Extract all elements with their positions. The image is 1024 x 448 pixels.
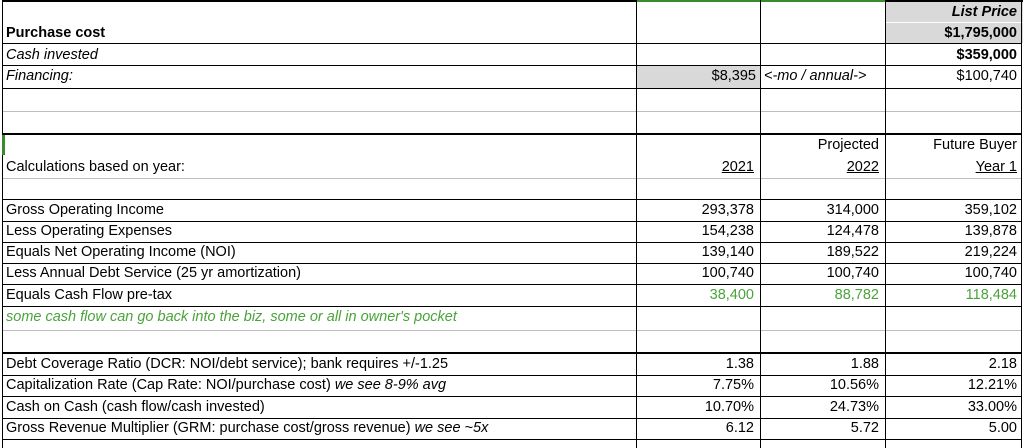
cash-flow-value[interactable]: 38,400 xyxy=(709,287,754,303)
ratio-value[interactable]: 24.73% xyxy=(829,399,879,415)
ratio-note: we see ~5x xyxy=(414,420,489,436)
income-value[interactable]: 139,878 xyxy=(964,223,1017,239)
income-value[interactable]: 100,740 xyxy=(964,265,1017,281)
ratio-value[interactable]: 5.72 xyxy=(850,420,879,436)
ratio-value[interactable]: 1.38 xyxy=(725,356,754,372)
row-column-headers xyxy=(0,135,1024,177)
purchase-cost-value[interactable]: $1,795,000 xyxy=(885,23,1023,43)
gridline xyxy=(2,221,1022,222)
gridline xyxy=(2,418,1022,419)
cashflow-note-row xyxy=(0,307,1024,328)
col3-year[interactable]: Year 1 xyxy=(975,159,1017,175)
ratio-label[interactable] xyxy=(2,397,636,418)
gridline xyxy=(2,43,1022,44)
ratio-value[interactable]: 1.88 xyxy=(850,356,879,372)
income-value[interactable]: 100,740 xyxy=(701,265,754,281)
income-value[interactable]: 189,522 xyxy=(826,244,879,260)
ratio-label-text: Capitalization Rate (Cap Rate: NOI/purchase cost) xyxy=(6,377,331,393)
row-financing xyxy=(0,66,1024,88)
ratio-label-text: Debt Coverage Ratio (DCR: NOI/debt service); bank requires +/-1.25 xyxy=(6,356,449,372)
ratio-value[interactable]: 33.00% xyxy=(967,399,1017,415)
income-value[interactable]: 314,000 xyxy=(826,202,879,218)
income-label[interactable]: Less Annual Debt Service (25 yr amortization) xyxy=(6,265,301,281)
income-label[interactable]: Less Operating Expenses xyxy=(6,223,173,239)
col2-top[interactable]: Projected xyxy=(817,137,879,153)
gridline-vertical xyxy=(636,0,637,448)
col2-year[interactable]: 2022 xyxy=(846,159,879,175)
gridline xyxy=(2,88,1022,89)
ratio-value[interactable]: 7.75% xyxy=(712,377,754,393)
ratio-value[interactable]: 5.00 xyxy=(988,420,1017,436)
gridline-vertical xyxy=(760,0,761,448)
cash-flow-value[interactable]: 88,782 xyxy=(834,287,879,303)
row-list-price xyxy=(0,2,1024,22)
gridline xyxy=(2,65,1022,66)
gridline xyxy=(2,111,1022,112)
table-row xyxy=(0,263,1024,284)
ratio-label[interactable] xyxy=(2,418,636,439)
gridline xyxy=(2,330,1022,331)
gridline xyxy=(2,352,1022,354)
ratio-value[interactable]: 12.21% xyxy=(967,377,1017,393)
financing-note[interactable]: <-mo / annual-> xyxy=(764,68,867,84)
income-value[interactable]: 359,102 xyxy=(964,202,1017,218)
gridline-vertical xyxy=(885,0,886,448)
table-row xyxy=(0,397,1024,418)
gridline xyxy=(2,242,1022,243)
cash-invested-label[interactable]: Cash invested xyxy=(6,47,98,63)
income-value[interactable]: 219,224 xyxy=(964,244,1017,260)
ratio-value[interactable]: 10.56% xyxy=(829,377,879,393)
cashflow-note[interactable]: some cash flow can go back into the biz, some or all in owner's pocket xyxy=(6,309,457,325)
income-label[interactable]: Equals Net Operating Income (NOI) xyxy=(6,244,236,260)
table-row xyxy=(0,221,1024,242)
ratio-value[interactable]: 2.18 xyxy=(988,356,1017,372)
income-value[interactable]: 293,378 xyxy=(701,202,754,218)
ratio-value[interactable]: 10.70% xyxy=(704,399,754,415)
ratio-note: we see 8-9% avg xyxy=(334,377,447,393)
table-row xyxy=(0,354,1024,375)
purchase-cost-label[interactable]: Purchase cost xyxy=(6,25,106,41)
row-cash-invested xyxy=(0,45,1024,65)
gridline xyxy=(2,199,1022,200)
gridline xyxy=(2,396,1022,397)
income-value[interactable]: 154,238 xyxy=(701,223,754,239)
ratio-label-text: Gross Revenue Multiplier (GRM: purchase cost/gross revenue) xyxy=(6,420,411,436)
col1-top[interactable] xyxy=(636,135,760,155)
selection-marker xyxy=(2,135,5,155)
income-label[interactable]: Gross Operating Income xyxy=(6,202,164,218)
ratio-label[interactable] xyxy=(2,354,636,375)
gridline-vertical xyxy=(2,0,3,448)
table-row xyxy=(0,200,1024,221)
income-value[interactable]: 100,740 xyxy=(826,265,879,281)
income-value[interactable]: 139,140 xyxy=(701,244,754,260)
gridline xyxy=(2,439,1022,440)
table-row xyxy=(0,375,1024,396)
gridline xyxy=(2,306,1022,307)
gridline xyxy=(2,178,1022,179)
income-value[interactable]: 124,478 xyxy=(826,223,879,239)
gridline xyxy=(2,375,1022,376)
calc-label[interactable]: Calculations based on year: xyxy=(6,159,185,175)
gridline xyxy=(2,284,1022,285)
ratio-label[interactable] xyxy=(2,375,636,396)
gridline xyxy=(2,263,1022,264)
cash-invested-value[interactable]: $359,000 xyxy=(956,47,1017,63)
row-purchase-cost xyxy=(0,23,1024,43)
financing-label[interactable]: Financing: xyxy=(6,68,73,84)
cash-flow-value[interactable]: 118,484 xyxy=(965,287,1017,303)
ratio-value[interactable]: 6.12 xyxy=(725,420,754,436)
col3-top[interactable]: Future Buyer xyxy=(933,137,1017,153)
list-price-header[interactable]: List Price xyxy=(885,2,1023,22)
financing-annual[interactable]: $100,740 xyxy=(956,68,1017,84)
col1-year[interactable]: 2021 xyxy=(721,159,754,175)
table-row xyxy=(0,285,1024,306)
income-label[interactable]: Equals Cash Flow pre-tax xyxy=(6,287,173,303)
table-row xyxy=(0,242,1024,263)
financing-monthly[interactable]: $8,395 xyxy=(636,66,760,88)
gridline-vertical xyxy=(1021,0,1022,448)
table-row xyxy=(0,418,1024,439)
ratio-label-text: Cash on Cash (cash flow/cash invested) xyxy=(6,399,265,415)
gridline xyxy=(2,133,1022,135)
